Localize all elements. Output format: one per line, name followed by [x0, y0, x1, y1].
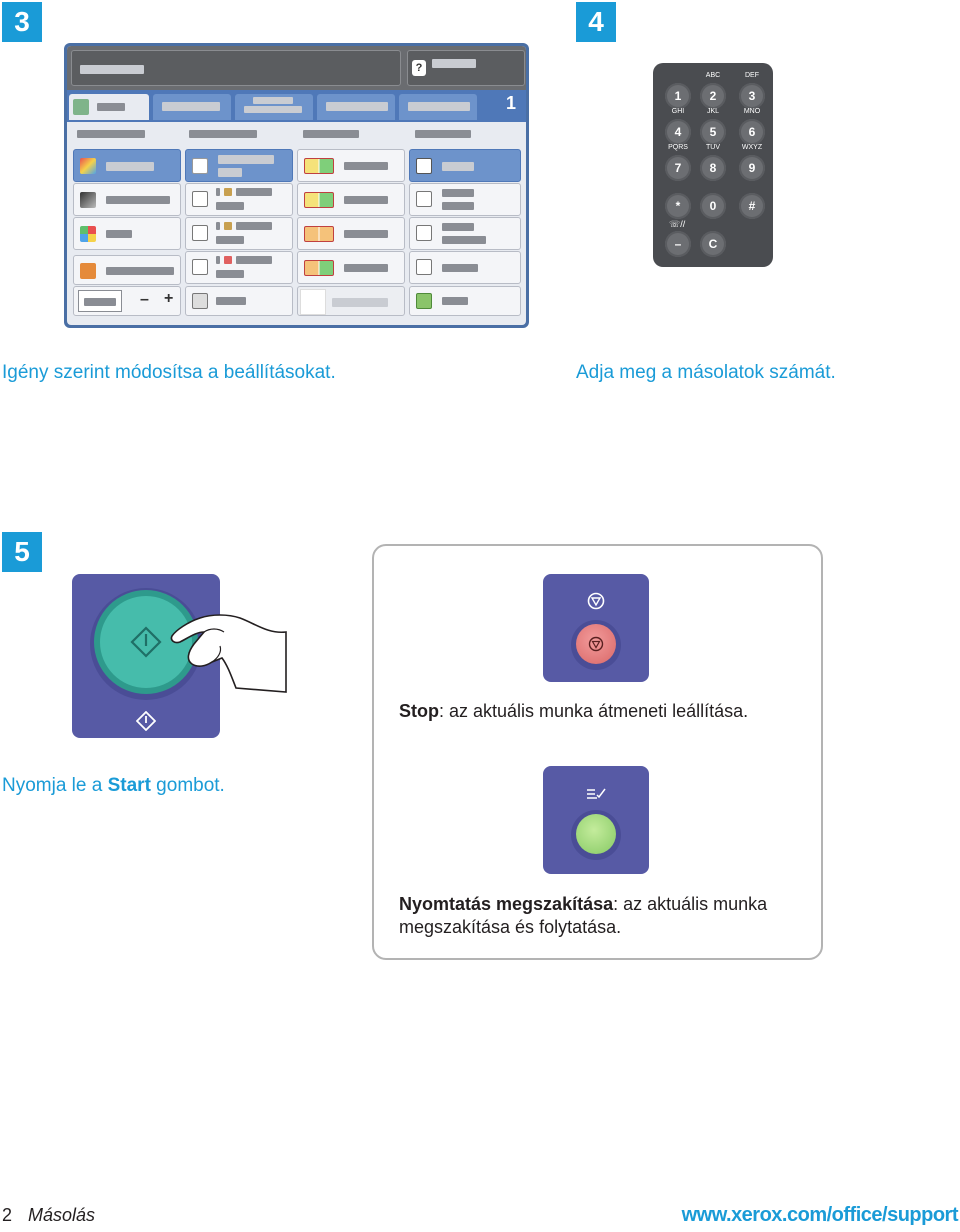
- key-letters-label: ABC: [705, 72, 721, 79]
- key-5[interactable]: 5: [700, 119, 726, 145]
- interrupt-text-line1: : az aktuális munka: [613, 894, 768, 914]
- option-collated[interactable]: [409, 149, 521, 182]
- two-to-one-sided-icon: [304, 260, 334, 276]
- tab-quality[interactable]: [153, 94, 231, 120]
- numeric-keypad: [653, 63, 773, 267]
- color-auto-icon: [80, 158, 96, 174]
- tab-count: 1: [505, 93, 516, 113]
- option-output-color[interactable]: [73, 255, 181, 285]
- key-0[interactable]: 0: [700, 193, 726, 219]
- col-header-1: [77, 130, 145, 138]
- one-sided-icon: [304, 158, 334, 174]
- key-c[interactable]: C: [700, 231, 726, 257]
- copy-icon: [73, 99, 89, 115]
- key-9[interactable]: 9: [739, 155, 765, 181]
- staple-icon: [416, 259, 432, 275]
- start-caption-suffix: gombot.: [150, 775, 225, 796]
- two-sided-icon: [304, 192, 334, 208]
- key-letters-label: JKL: [706, 108, 720, 115]
- col-header-3: [303, 130, 359, 138]
- interrupt-button[interactable]: [571, 810, 621, 860]
- blank-swatch: [300, 289, 326, 315]
- key-1[interactable]: 1: [665, 83, 691, 109]
- step-4-badge: 4: [576, 2, 616, 42]
- quantity-minus-button[interactable]: –: [140, 291, 149, 308]
- paper-tray-icon: [192, 225, 208, 241]
- option-sides-more[interactable]: [297, 286, 405, 316]
- option-sides-2-1[interactable]: [297, 251, 405, 284]
- start-icon: [136, 711, 156, 731]
- key-3[interactable]: 3: [739, 83, 765, 109]
- start-caption-bold: Start: [107, 775, 151, 796]
- quantity-field[interactable]: [78, 290, 122, 312]
- option-sides-2-2[interactable]: [297, 217, 405, 250]
- interrupt-label: Nyomtatás megszakítása: [399, 894, 614, 914]
- option-staple-2[interactable]: [409, 217, 521, 250]
- screen-top-bar: [67, 46, 526, 90]
- full-color-icon: [80, 226, 96, 242]
- login-button[interactable]: [407, 50, 525, 86]
- stop-button[interactable]: [571, 620, 621, 670]
- support-link[interactable]: www.xerox.com/office/support: [681, 1204, 958, 1226]
- stop-description: [399, 700, 748, 723]
- paper-tray-icon: [192, 259, 208, 275]
- interrupt-button-panel: [543, 766, 649, 874]
- paper-auto-icon: [192, 158, 208, 174]
- start-button-illustration: [72, 574, 292, 738]
- touch-screen-display: [67, 46, 526, 325]
- interrupt-icon: [585, 786, 607, 802]
- stop-text: : az aktuális munka átmeneti leállítása.: [439, 701, 749, 721]
- stop-icon: [587, 592, 605, 610]
- option-staple-more[interactable]: [409, 286, 521, 316]
- quantity-plus-button[interactable]: +: [164, 290, 174, 307]
- step-3-badge: 3: [2, 2, 42, 42]
- step-4-caption: Adja meg a másolatok számát.: [576, 362, 836, 383]
- tab-layout[interactable]: [235, 94, 313, 120]
- option-color-auto[interactable]: [73, 149, 181, 182]
- interrupt-description: [399, 893, 767, 939]
- paper-tray-icon: [192, 191, 208, 207]
- option-paper-auto[interactable]: [185, 149, 293, 182]
- start-button-panel: [72, 574, 220, 738]
- quantity-stepper[interactable]: [73, 286, 181, 316]
- step-3-caption: Igény szerint módosítsa a beállításokat.: [2, 362, 336, 383]
- tab-output[interactable]: [317, 94, 395, 120]
- option-paper-tray-2[interactable]: [185, 217, 293, 250]
- tab-copy[interactable]: [69, 94, 149, 120]
- stop-button-icon: [588, 636, 604, 652]
- key-6[interactable]: 6: [739, 119, 765, 145]
- message-field: [71, 50, 401, 86]
- two-sided-icon: [304, 226, 334, 242]
- option-black-white[interactable]: [73, 183, 181, 216]
- step-5-badge: 5: [2, 532, 42, 572]
- key-letters-label: MNO: [743, 108, 761, 115]
- lock-icon: ?: [412, 60, 426, 76]
- paint-icon: [80, 263, 96, 279]
- option-sides-1-1[interactable]: [297, 149, 405, 182]
- option-sides-1-2[interactable]: [297, 183, 405, 216]
- touch-screen: [64, 43, 529, 328]
- document-icon: [416, 293, 432, 309]
- key-2[interactable]: 2: [700, 83, 726, 109]
- key-4[interactable]: 4: [665, 119, 691, 145]
- option-color[interactable]: [73, 217, 181, 250]
- screen-tab-row: [67, 90, 526, 122]
- collate-icon: [416, 158, 432, 174]
- key-letters-label: GHI: [671, 108, 685, 115]
- tab-assembly[interactable]: [399, 94, 477, 120]
- key-8[interactable]: 8: [700, 155, 726, 181]
- page-number: 2: [2, 1205, 13, 1225]
- start-caption-prefix: Nyomja le a: [2, 775, 108, 796]
- option-paper-tray-3[interactable]: [185, 251, 293, 284]
- key-letters-label: PQRS: [668, 144, 688, 151]
- stop-button-panel: [543, 574, 649, 682]
- dial-pause-icon: ☏//: [669, 219, 686, 229]
- col-header-2: [189, 130, 257, 138]
- key-pause[interactable]: –: [665, 231, 691, 257]
- start-caption: [2, 775, 225, 797]
- staple-icon: [416, 225, 432, 241]
- key-7[interactable]: 7: [665, 155, 691, 181]
- key-letters-label: DEF: [745, 72, 759, 79]
- option-paper-tray-1[interactable]: [185, 183, 293, 216]
- key-letters-label: TUV: [706, 144, 720, 151]
- option-more-paper[interactable]: [185, 286, 293, 316]
- interrupt-text-line2: megszakítása és folytatása.: [399, 917, 622, 937]
- key-letters-label: WXYZ: [741, 144, 763, 151]
- stop-label: Stop: [399, 701, 439, 721]
- col-header-4: [415, 130, 471, 138]
- option-staple-1[interactable]: [409, 183, 521, 216]
- key-hash[interactable]: #: [739, 193, 765, 219]
- section-title: Másolás: [28, 1205, 96, 1225]
- grayscale-icon: [80, 192, 96, 208]
- staple-icon: [416, 191, 432, 207]
- list-icon: [192, 293, 208, 309]
- option-staple-3[interactable]: [409, 251, 521, 284]
- key-star[interactable]: *: [665, 193, 691, 219]
